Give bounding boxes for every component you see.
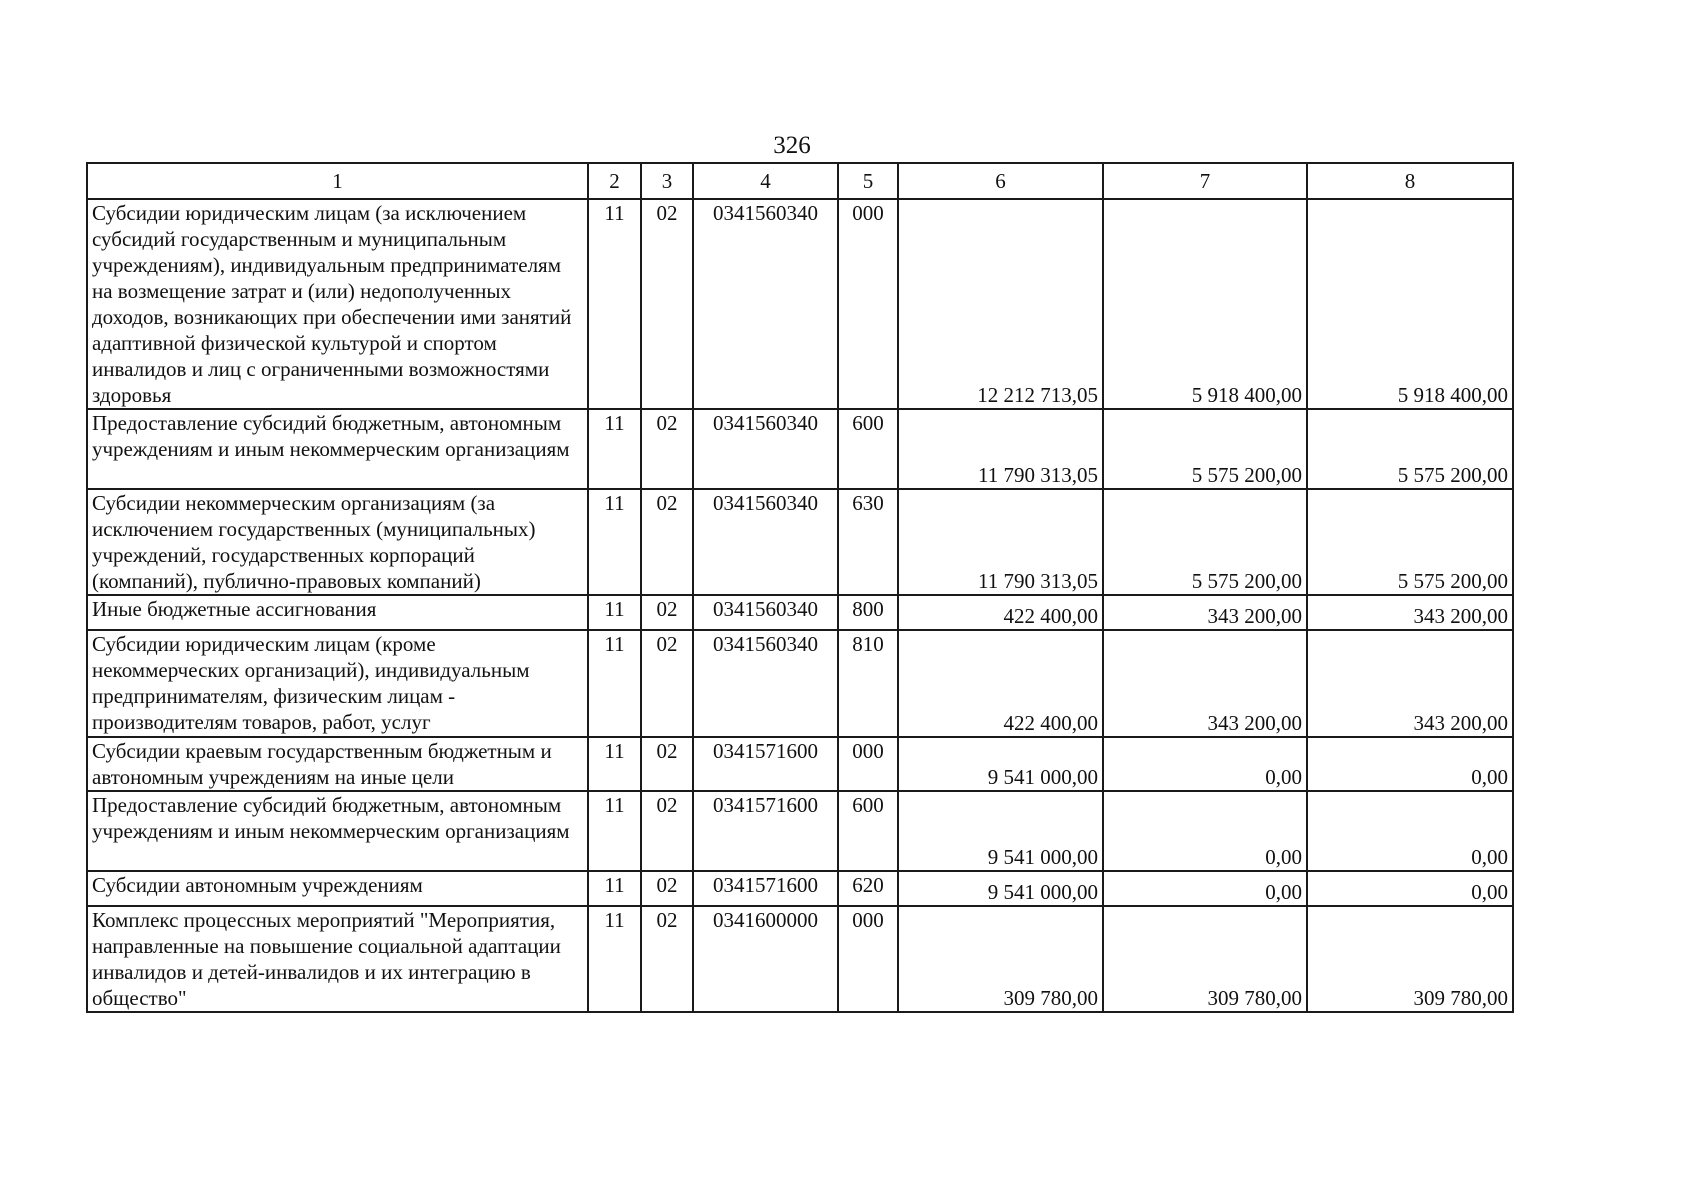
target-article-code: 0341560340 xyxy=(693,595,838,630)
amount-col-8: 0,00 xyxy=(1307,871,1513,906)
subsection-code: 02 xyxy=(641,737,693,791)
amount-col-6: 12 212 713,05 xyxy=(898,199,1103,409)
subsection-code: 02 xyxy=(641,791,693,871)
section-code: 11 xyxy=(588,737,641,791)
amount-col-7: 5 918 400,00 xyxy=(1103,199,1307,409)
section-code: 11 xyxy=(588,906,641,1012)
target-article-code: 0341560340 xyxy=(693,489,838,595)
amount-col-7: 0,00 xyxy=(1103,791,1307,871)
amount-col-8: 343 200,00 xyxy=(1307,595,1513,630)
subsection-code: 02 xyxy=(641,871,693,906)
section-code: 11 xyxy=(588,409,641,489)
table-row xyxy=(87,199,1513,409)
amount-col-6: 422 400,00 xyxy=(898,630,1103,737)
expense-type-code: 620 xyxy=(838,871,898,906)
amount-col-6: 309 780,00 xyxy=(898,906,1103,1012)
expense-type-code: 600 xyxy=(838,791,898,871)
item-name: Комплекс процессных мероприятий "Мероприятия, направленные на повышение социальной адаптации инвалидов и детей-инвалидов и их интеграцию в общество" xyxy=(87,906,588,1012)
item-name: Предоставление субсидий бюджетным, автономным учреждениям и иным некоммерческим организациям xyxy=(87,791,588,871)
target-article-code: 0341571600 xyxy=(693,871,838,906)
table-row xyxy=(87,906,1513,1012)
subsection-code: 02 xyxy=(641,199,693,409)
section-code: 11 xyxy=(588,489,641,595)
amount-col-7: 0,00 xyxy=(1103,737,1307,791)
budget-table xyxy=(86,162,1514,1013)
amount-col-6: 9 541 000,00 xyxy=(898,791,1103,871)
column-header: 8 xyxy=(1307,163,1513,199)
amount-col-6: 9 541 000,00 xyxy=(898,737,1103,791)
subsection-code: 02 xyxy=(641,906,693,1012)
subsection-code: 02 xyxy=(641,489,693,595)
amount-col-6: 11 790 313,05 xyxy=(898,409,1103,489)
expense-type-code: 000 xyxy=(838,199,898,409)
table-row xyxy=(87,630,1513,737)
column-header: 3 xyxy=(641,163,693,199)
expense-type-code: 800 xyxy=(838,595,898,630)
header-row xyxy=(87,163,1513,199)
target-article-code: 0341560340 xyxy=(693,409,838,489)
section-code: 11 xyxy=(588,791,641,871)
amount-col-8: 5 575 200,00 xyxy=(1307,409,1513,489)
subsection-code: 02 xyxy=(641,630,693,737)
amount-col-7: 343 200,00 xyxy=(1103,595,1307,630)
amount-col-7: 5 575 200,00 xyxy=(1103,409,1307,489)
column-header: 5 xyxy=(838,163,898,199)
target-article-code: 0341571600 xyxy=(693,737,838,791)
section-code: 11 xyxy=(588,871,641,906)
amount-col-7: 309 780,00 xyxy=(1103,906,1307,1012)
subsection-code: 02 xyxy=(641,409,693,489)
expense-type-code: 000 xyxy=(838,737,898,791)
amount-col-6: 422 400,00 xyxy=(898,595,1103,630)
section-code: 11 xyxy=(588,630,641,737)
amount-col-8: 343 200,00 xyxy=(1307,630,1513,737)
amount-col-6: 11 790 313,05 xyxy=(898,489,1103,595)
item-name: Предоставление субсидий бюджетным, автономным учреждениям и иным некоммерческим организациям xyxy=(87,409,588,489)
item-name: Иные бюджетные ассигнования xyxy=(87,595,588,630)
item-name: Субсидии юридическим лицам (за исключением субсидий государственным и муниципальным учреждениям), индивидуальным предпринимателям на возмещение затрат и (или) недополученных доходов, возникающих при обеспечении ими занятий адаптивной физической культурой и спортом инвалидов и лиц с ограниченными возможностями здоровья xyxy=(87,199,588,409)
table-row xyxy=(87,409,1513,489)
expense-type-code: 810 xyxy=(838,630,898,737)
subsection-code: 02 xyxy=(641,595,693,630)
amount-col-8: 5 575 200,00 xyxy=(1307,489,1513,595)
amount-col-7: 5 575 200,00 xyxy=(1103,489,1307,595)
item-name: Субсидии краевым государственным бюджетным и автономным учреждениям на иные цели xyxy=(87,737,588,791)
amount-col-8: 5 918 400,00 xyxy=(1307,199,1513,409)
table-row xyxy=(87,489,1513,595)
page-number: 326 xyxy=(773,132,811,159)
item-name: Субсидии юридическим лицам (кроме некоммерческих организаций), индивидуальным предпринимателям, физическим лицам - производителям товаров, работ, услуг xyxy=(87,630,588,737)
item-name: Субсидии некоммерческим организациям (за исключением государственных (муниципальных) учреждений, государственных корпораций (компаний), публично-правовых компаний) xyxy=(87,489,588,595)
expense-type-code: 600 xyxy=(838,409,898,489)
amount-col-8: 0,00 xyxy=(1307,791,1513,871)
table-row xyxy=(87,871,1513,906)
column-header: 4 xyxy=(693,163,838,199)
target-article-code: 0341560340 xyxy=(693,630,838,737)
amount-col-8: 0,00 xyxy=(1307,737,1513,791)
table-row xyxy=(87,737,1513,791)
column-header: 6 xyxy=(898,163,1103,199)
section-code: 11 xyxy=(588,595,641,630)
expense-type-code: 000 xyxy=(838,906,898,1012)
table-row xyxy=(87,595,1513,630)
amount-col-7: 343 200,00 xyxy=(1103,630,1307,737)
column-header: 2 xyxy=(588,163,641,199)
column-header: 1 xyxy=(87,163,588,199)
amount-col-7: 0,00 xyxy=(1103,871,1307,906)
target-article-code: 0341600000 xyxy=(693,906,838,1012)
amount-col-6: 9 541 000,00 xyxy=(898,871,1103,906)
target-article-code: 0341560340 xyxy=(693,199,838,409)
item-name: Субсидии автономным учреждениям xyxy=(87,871,588,906)
table-row xyxy=(87,791,1513,871)
column-header: 7 xyxy=(1103,163,1307,199)
target-article-code: 0341571600 xyxy=(693,791,838,871)
amount-col-8: 309 780,00 xyxy=(1307,906,1513,1012)
section-code: 11 xyxy=(588,199,641,409)
expense-type-code: 630 xyxy=(838,489,898,595)
